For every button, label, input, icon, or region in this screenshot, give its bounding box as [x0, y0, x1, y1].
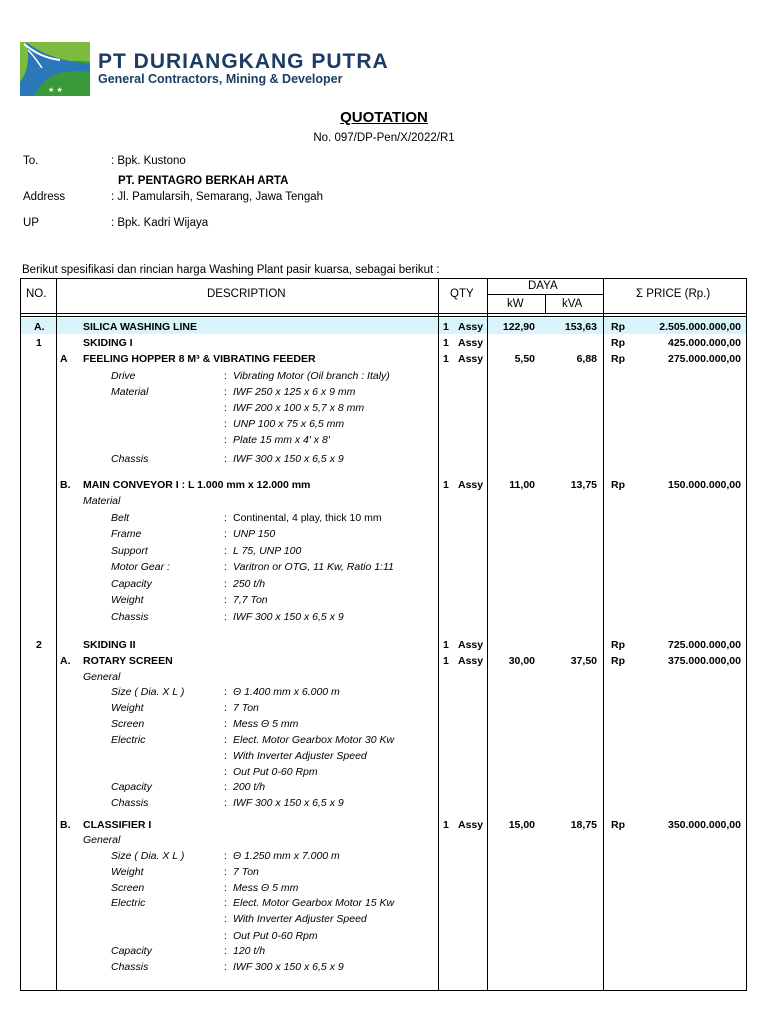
price-value: 150.000.000,00	[668, 479, 741, 491]
kw-value: 122,90	[502, 321, 535, 333]
spec-colon: :	[224, 370, 227, 382]
row-sub-number: A.	[60, 655, 71, 667]
price-value: 275.000.000,00	[668, 353, 741, 365]
spec-value: 7 Ton	[233, 866, 259, 878]
currency-label: Rp	[611, 819, 625, 831]
item-description: SILICA WASHING LINE	[83, 321, 197, 333]
spec-label: Weight	[111, 866, 144, 878]
spec-label: Screen	[111, 882, 145, 894]
spec-colon: :	[224, 734, 227, 746]
company-logo	[20, 42, 90, 96]
spec-label: Motor Gear :	[111, 561, 170, 573]
col-divider	[603, 278, 604, 991]
spec-label: Weight	[111, 702, 144, 714]
spec-value: Continental, 4 play, thick 10 mm	[233, 512, 382, 524]
qty-value: 1	[443, 337, 449, 349]
spec-value: Elect. Motor Gearbox Motor 30 Kw	[233, 734, 395, 746]
to-value: : Bpk. Kustono	[111, 155, 186, 167]
header-price: Σ PRICE (Rp.)	[636, 288, 711, 300]
currency-label: Rp	[611, 353, 625, 365]
spec-colon: :	[224, 561, 227, 573]
item-description: CLASSIFIER I	[83, 819, 152, 831]
spec-value: Out Put 0-60 Rpm	[233, 930, 318, 942]
document-title: QUOTATION	[340, 109, 428, 126]
qty-unit: Assy	[458, 337, 484, 349]
address-value: : Jl. Pamularsih, Semarang, Jawa Tengah	[111, 191, 324, 203]
item-description: MAIN CONVEYOR I : L 1.000 mm x 12.000 mm	[83, 479, 311, 491]
row-divider	[20, 313, 747, 314]
spec-colon: :	[224, 897, 227, 909]
col-divider	[56, 278, 57, 991]
spec-value: 250 t/h	[233, 578, 266, 590]
spec-value: L 75, UNP 100	[233, 545, 302, 557]
header-qty: QTY	[450, 288, 474, 300]
up-label: UP	[23, 217, 39, 229]
spec-value: IWF 250 x 125 x 6 x 9 mm	[233, 386, 356, 398]
kw-value: 15,00	[508, 819, 535, 831]
kw-value: 11,00	[509, 479, 535, 491]
svg-text:★ ★: ★ ★	[48, 86, 63, 94]
spec-value: Θ 1.400 mm x 6.000 m	[233, 686, 340, 698]
spec-label: Chassis	[111, 611, 149, 623]
spec-value: Elect. Motor Gearbox Motor 15 Kw	[233, 897, 395, 909]
qty-value: 1	[443, 479, 449, 491]
spec-colon: :	[224, 850, 227, 862]
spec-value: UNP 150	[233, 528, 276, 540]
spec-colon: :	[224, 702, 227, 714]
currency-label: Rp	[611, 479, 625, 491]
kva-value: 18,75	[570, 819, 597, 831]
kw-value: 30,00	[508, 655, 535, 667]
up-value: : Bpk. Kadri Wijaya	[111, 217, 209, 229]
spec-colon: :	[224, 961, 227, 973]
kw-value: 5,50	[514, 353, 535, 365]
qty-unit: Assy	[458, 639, 484, 651]
spec-value: Θ 1.250 mm x 7.000 m	[233, 850, 340, 862]
row-number: 2	[36, 639, 42, 651]
address-label: Address	[23, 191, 66, 203]
spec-group-label: Material	[83, 495, 121, 507]
row-number: A.	[34, 321, 45, 333]
qty-value: 1	[443, 819, 449, 831]
item-description: FEELING HOPPER 8 M³ & VIBRATING FEEDER	[83, 353, 316, 365]
spec-value: IWF 300 x 150 x 6,5 x 9	[233, 797, 344, 809]
spec-colon: :	[224, 594, 227, 606]
col-divider	[438, 278, 439, 991]
spec-value: IWF 300 x 150 x 6,5 x 9	[233, 611, 344, 623]
spec-value: 200 t/h	[233, 781, 266, 793]
spec-label: Belt	[111, 512, 130, 524]
spec-colon: :	[224, 750, 227, 762]
spec-colon: :	[224, 797, 227, 809]
spec-colon: :	[224, 945, 227, 957]
spec-colon: :	[224, 545, 227, 557]
spec-value: Varitron or OTG, 11 Kw, Ratio 1:11	[233, 561, 394, 573]
currency-label: Rp	[611, 639, 625, 651]
price-value: 425.000.000,00	[668, 337, 741, 349]
header-kva: kVA	[562, 298, 583, 310]
header-daya: DAYA	[528, 280, 558, 292]
spec-colon: :	[224, 386, 227, 398]
qty-unit: Assy	[458, 655, 484, 667]
spec-label: Material	[111, 386, 149, 398]
spec-value: Vibrating Motor (Oil branch : Italy)	[233, 370, 390, 382]
spec-value: Plate 15 mm x 4' x 8'	[233, 434, 330, 446]
spec-label: Capacity	[111, 781, 152, 793]
kva-value: 153,63	[564, 321, 597, 333]
item-description: ROTARY SCREEN	[83, 655, 173, 667]
intro-text: Berikut spesifikasi dan rincian harga Washing Plant pasir kuarsa, sebagai berikut :	[22, 264, 440, 276]
spec-label: Weight	[111, 594, 144, 606]
spec-label: Chassis	[111, 797, 149, 809]
qty-value: 1	[443, 321, 449, 333]
row-sub-number: A	[60, 353, 68, 365]
spec-colon: :	[224, 418, 227, 430]
spec-value: IWF 200 x 100 x 5,7 x 8 mm	[233, 402, 365, 414]
header-kw: kW	[507, 298, 524, 310]
spec-label: Support	[111, 545, 148, 557]
spec-label: Electric	[111, 897, 146, 909]
spec-label: Frame	[111, 528, 142, 540]
spec-colon: :	[224, 781, 227, 793]
addressee-company: PT. PENTAGRO BERKAH ARTA	[118, 175, 289, 187]
row-sub-number: B.	[60, 479, 71, 491]
spec-colon: :	[224, 402, 227, 414]
spec-label: Drive	[111, 370, 136, 382]
spec-colon: :	[224, 766, 227, 778]
company-name: PT DURIANGKANG PUTRA	[98, 50, 389, 73]
header-description: DESCRIPTION	[207, 288, 286, 300]
spec-colon: :	[224, 512, 227, 524]
col-divider	[487, 278, 488, 991]
spec-value: 120 t/h	[233, 945, 266, 957]
price-value: 350.000.000,00	[668, 819, 741, 831]
spec-value: Mess Θ 5 mm	[233, 882, 299, 894]
quotation-number: No. 097/DP-Pen/X/2022/R1	[313, 132, 455, 144]
header-no: NO.	[26, 288, 47, 300]
spec-colon: :	[224, 686, 227, 698]
spec-label: Size ( Dia. X L )	[111, 850, 185, 862]
currency-label: Rp	[611, 337, 625, 349]
spec-colon: :	[224, 453, 227, 465]
currency-label: Rp	[611, 655, 625, 667]
spec-value: With Inverter Adjuster Speed	[233, 913, 367, 925]
item-description: SKIDING II	[83, 639, 136, 651]
spec-value: IWF 300 x 150 x 6,5 x 9	[233, 453, 344, 465]
qty-unit: Assy	[458, 479, 484, 491]
to-label: To.	[23, 155, 39, 167]
kva-value: 37,50	[570, 655, 597, 667]
spec-value: IWF 300 x 150 x 6,5 x 9	[233, 961, 344, 973]
spec-colon: :	[224, 434, 227, 446]
spec-value: UNP 100 x 75 x 6,5 mm	[233, 418, 345, 430]
spec-colon: :	[224, 866, 227, 878]
spec-label: Chassis	[111, 961, 149, 973]
spec-group-label: General	[83, 671, 121, 683]
qty-unit: Assy	[458, 353, 484, 365]
qty-value: 1	[443, 353, 449, 365]
spec-label: Electric	[111, 734, 146, 746]
spec-label: Capacity	[111, 945, 152, 957]
col-divider	[545, 294, 546, 314]
kva-value: 13,75	[570, 479, 597, 491]
row-divider	[20, 316, 747, 317]
row-sub-number: B.	[60, 819, 71, 831]
qty-unit: Assy	[458, 321, 484, 333]
item-description: SKIDING I	[83, 337, 133, 349]
qty-value: 1	[443, 639, 449, 651]
spec-label: Chassis	[111, 453, 149, 465]
spec-label: Screen	[111, 718, 145, 730]
spec-value: 7 Ton	[233, 702, 259, 714]
spec-colon: :	[224, 882, 227, 894]
spec-label: Size ( Dia. X L )	[111, 686, 185, 698]
kva-value: 6,88	[576, 353, 597, 365]
spec-colon: :	[224, 611, 227, 623]
spec-group-label: General	[83, 834, 121, 846]
spec-value: Mess Θ 5 mm	[233, 718, 299, 730]
spec-value: 7,7 Ton	[233, 594, 268, 606]
spec-value: Out Put 0-60 Rpm	[233, 766, 318, 778]
qty-value: 1	[443, 655, 449, 667]
price-value: 375.000.000,00	[668, 655, 741, 667]
row-number: 1	[36, 337, 42, 349]
spec-value: With Inverter Adjuster Speed	[233, 750, 367, 762]
spec-colon: :	[224, 528, 227, 540]
spec-colon: :	[224, 913, 227, 925]
price-value: 2.505.000.000,00	[659, 321, 741, 333]
qty-unit: Assy	[458, 819, 484, 831]
spec-colon: :	[224, 718, 227, 730]
spec-colon: :	[224, 578, 227, 590]
spec-colon: :	[224, 930, 227, 942]
price-value: 725.000.000,00	[668, 639, 741, 651]
company-tagline: General Contractors, Mining & Developer	[98, 72, 343, 86]
spec-label: Capacity	[111, 578, 152, 590]
currency-label: Rp	[611, 321, 625, 333]
